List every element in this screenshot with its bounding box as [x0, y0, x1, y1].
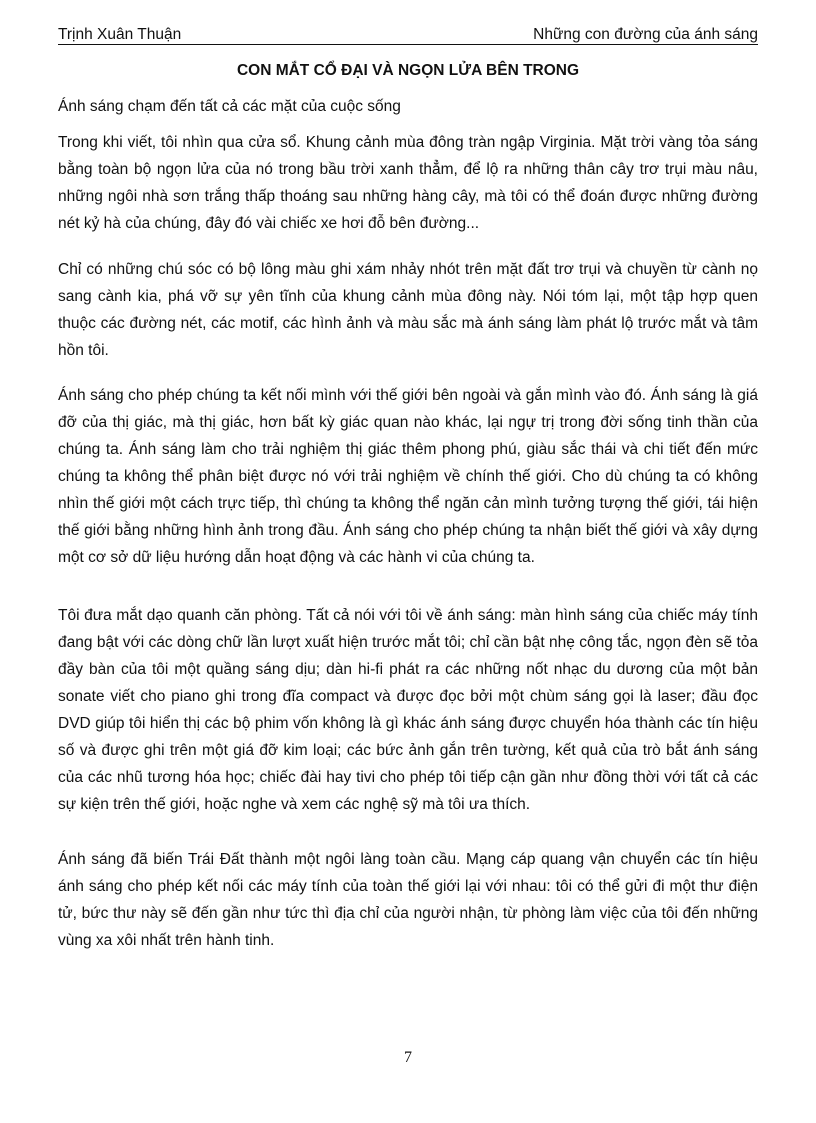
running-header — [58, 22, 758, 45]
section-heading: Ánh sáng chạm đến tất cả các mặt của cuộc sống — [58, 98, 401, 115]
paragraph-2: Chỉ có những chú sóc có bộ lông màu ghi xám nhảy nhót trên mặt đất trơ trụi và chuyền từ cành nọ sang cành kia, phá vỡ sự yên tĩnh của khung cảnh mùa đông này. Nói tóm lại, một tập hợp quen thuộc các đường nét, các motif, các hình ảnh và màu sắc mà ánh sáng làm phát lộ trước mắt và tâm hồn tôi. — [58, 261, 758, 359]
chapter-title: CON MẮT CỔ ĐẠI VÀ NGỌN LỬA BÊN TRONG — [236, 62, 580, 79]
page-number: 7 — [404, 1049, 412, 1066]
header-book-title: Những con đường của ánh sáng — [533, 26, 758, 43]
paragraph-3: Ánh sáng cho phép chúng ta kết nối mình với thế giới bên ngoài và gắn mình vào đó. Ánh sáng là giá đỡ của thị giác, mà thị giác, hơn bất kỳ giác quan nào khác, lại ngự trị trong đời sống tinh thần của chúng ta. Ánh sáng làm cho trải nghiệm thị giác thêm phong phú, giàu sắc thái và chi tiết đến mức chúng ta không thể phân biệt được nó với trải nghiệm về chính thế giới. Cho dù chúng ta có không nhìn thế giới một cách trực tiếp, thì chúng ta không thể ngăn cản mình tưởng tượng thế giới, tái hiện thế giới bằng những hình ảnh trong đầu. Ánh sáng cho phép chúng ta nhận biết thế giới và xây dựng một cơ sở dữ liệu hướng dẫn hoạt động và các hành vi của chúng ta. — [58, 387, 758, 566]
paragraph-5: Ánh sáng đã biến Trái Đất thành một ngôi làng toàn cầu. Mạng cáp quang vận chuyển các tín hiệu ánh sáng cho phép kết nối các máy tính của toàn thế giới lại với nhau: tôi có thể gửi đi một thư điện tử, bức thư này sẽ đến gần như tức thì địa chỉ của người nhận, từ phòng làm việc của tôi đến những vùng xa xôi nhất trên hành tinh. — [58, 851, 758, 949]
paragraph-1: Trong khi viết, tôi nhìn qua cửa sổ. Khung cảnh mùa đông tràn ngập Virginia. Mặt trời vàng tỏa sáng bằng toàn bộ ngọn lửa của nó trong bầu trời xanh thẳm, để lộ ra những thân cây trơ trụi màu nâu, những ngôi nhà sơn trắng thấp thoáng sau những hàng cây, mà tôi có thể đoán được những đường nét kỷ hà của chúng, đây đó vài chiếc xe hơi đỗ bên đường... — [58, 134, 758, 232]
header-author: Trịnh Xuân Thuận — [58, 26, 182, 43]
paragraph-4: Tôi đưa mắt dạo quanh căn phòng. Tất cả nói với tôi về ánh sáng: màn hình sáng của chiếc máy tính đang bật với các dòng chữ lần lượt xuất hiện trước mắt tôi; chỉ cần bật nhẹ công tắc, ngọn đèn sẽ tỏa đầy bàn của tôi một quầng sáng dịu; dàn hi-fi phát ra các những nốt nhạc du dương của một bản sonate viết cho piano ghi trong đĩa compact và được đọc bởi một chùm sáng gọi là laser; đầu đọc DVD giúp tôi hiển thị các bộ phim vốn không là gì khác ánh sáng được chuyển hóa thành các tín hiệu số và được ghi trên một giá đỡ kim loại; các bức ảnh gắn trên tường, kết quả của trò bắt ánh sáng của các nhũ tương hóa học; chiếc đài hay tivi cho phép tôi tiếp cận gần như đồng thời với tất cả các sự kiện trên thế giới, hoặc nghe và xem các nghệ sỹ mà tôi ưa thích. — [58, 607, 758, 813]
